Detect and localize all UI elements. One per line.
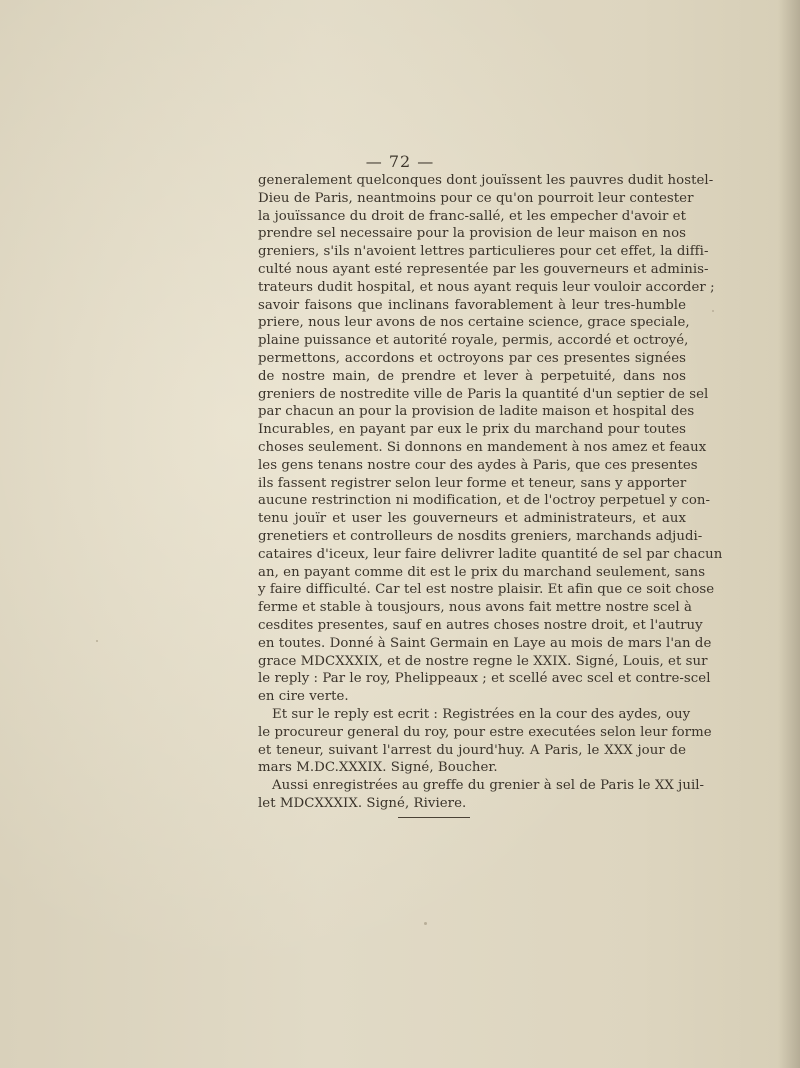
text-line: le procureur general du roy, pour estre executées selon leur forme (258, 724, 712, 740)
text-line: Aussi enregistrées au greffe du grenier à sel de Paris le XX juil- (272, 778, 705, 794)
text-line: les gens tenans nostre cour des aydes à Paris, que ces presentes (258, 457, 698, 473)
text-line: choses seulement. Si donnons en mandement à nos amez et feaux (258, 439, 707, 455)
text-line: mars M.DC.XXXIX. Signé, Boucher. (258, 760, 498, 776)
text-line: grace MDCXXXIX, et de nostre regne le XXIX. Signé, Louis, et sur (258, 653, 708, 669)
text-line: la jouïssance du droit de franc-sallé, et les empecher d'avoir et (258, 208, 686, 224)
text-line: let MDCXXXIX. Signé, Riviere. (258, 795, 467, 811)
text-line: generalement quelconques dont jouïssent les pauvres dudit hostel- (258, 173, 714, 188)
text-line: par chacun an pour la provision de ladite maison et hospital des (258, 404, 695, 420)
text-line: plaine puissance et autorité royale, permis, accordé et octroyé, (258, 333, 689, 349)
text-line: cataires d'iceux, leur faire delivrer ladite quantité de sel par chacun (258, 546, 723, 562)
text-line: tenu jouïr et user les gouverneurs et administrateurs, et aux (258, 511, 686, 527)
text-line: priere, nous leur avons de nos certaine science, grace speciale, (258, 315, 690, 331)
text-line: grenetiers et controlleurs de nosdits greniers, marchands adjudi- (258, 528, 703, 544)
text-line: greniers, s'ils n'avoient lettres particulieres pour cet effet, la diffi- (258, 244, 709, 260)
text-line: de nostre main, de prendre et lever à perpetuité, dans nos (258, 368, 686, 384)
body-text (258, 172, 723, 813)
text-line: ferme et stable à tousjours, nous avons fait mettre nostre scel à (258, 600, 692, 616)
text-line: an, en payant comme dit est le prix du marchand seulement, sans (258, 564, 706, 580)
text-line: cesdites presentes, sauf en autres choses nostre droit, et l'autruy (258, 617, 703, 633)
text-line: Dieu de Paris, neantmoins pour ce qu'on pourroit leur contester (258, 190, 694, 206)
paper-speck (96, 640, 98, 642)
text-line: en toutes. Donné à Saint Germain en Laye au mois de mars l'an de (258, 635, 712, 651)
paper-speck (424, 922, 427, 925)
closing-rule (398, 817, 470, 818)
text-line: prendre sel necessaire pour la provision de leur maison en nos (258, 226, 686, 242)
text-line: et teneur, suivant l'arrest du jourd'huy. A Paris, le XXX jour de (258, 742, 686, 758)
text-line: y faire difficulté. Car tel est nostre plaisir. Et afin que ce soit chose (258, 582, 715, 598)
text-line: en cire verte. (258, 689, 349, 705)
text-line: culté nous ayant esté representée par les gouverneurs et adminis- (258, 261, 709, 277)
text-line: ils fassent registrer selon leur forme et teneur, sans y apporter (258, 475, 687, 491)
text-line: greniers de nostredite ville de Paris la quantité d'un septier de sel (258, 386, 709, 402)
page-number: — 72 — (365, 152, 435, 171)
text-line: aucune restrinction ni modification, et de l'octroy perpetuel y con- (258, 493, 711, 509)
text-line: trateurs dudit hospital, et nous ayant requis leur vouloir accorder ; (258, 279, 715, 295)
paper-speck (712, 310, 714, 312)
text-line: Et sur le reply est ecrit : Registrées en la cour des aydes, ouy (272, 706, 691, 722)
text-line: permettons, accordons et octroyons par ces presentes signées (258, 350, 686, 366)
text-line: le reply : Par le roy, Phelippeaux ; et scellé avec scel et contre-scel (258, 671, 711, 687)
text-line: savoir faisons que inclinans favorablement à leur tres-humble (258, 297, 686, 313)
text-line: Incurables, en payant par eux le prix du marchand pour toutes (258, 422, 686, 438)
